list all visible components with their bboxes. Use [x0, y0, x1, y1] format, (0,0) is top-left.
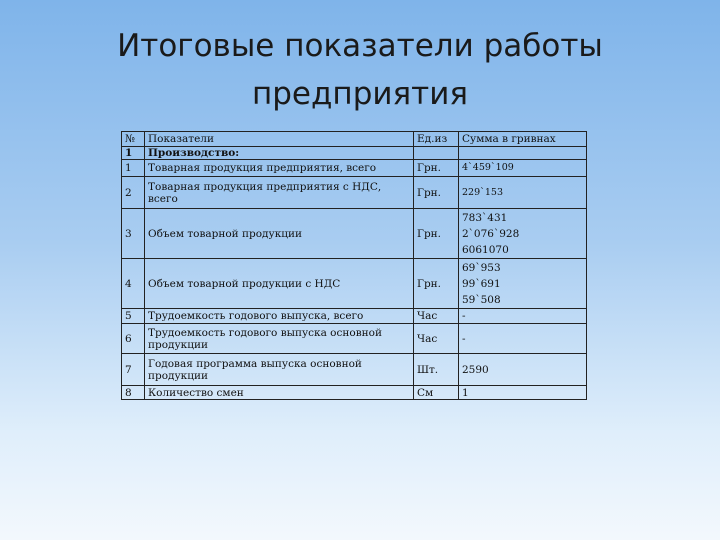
sum-value: 6061070 — [462, 243, 509, 256]
title-line-1: Итоговые показатели работы — [117, 28, 603, 64]
table-row — [122, 309, 587, 324]
table-row — [122, 209, 587, 259]
slide-title — [0, 22, 720, 118]
row-indicator: Объем товарной продукции с НДС — [145, 259, 414, 309]
row-unit: Грн. — [414, 177, 459, 209]
header-indicator: Показатели — [145, 132, 414, 147]
table-row — [122, 147, 587, 160]
row-indicator: Количество смен — [145, 386, 414, 400]
title-line-2: предприятия — [251, 76, 469, 112]
row-sum: 2590 — [459, 354, 587, 386]
row-sum: 1 — [459, 386, 587, 400]
row-unit: Грн. — [414, 160, 459, 177]
row-indicator: Трудоемкость годового выпуска основной продукции — [145, 324, 414, 354]
row-num: 1 — [122, 147, 145, 160]
header-unit: Ед.из — [414, 132, 459, 147]
row-unit: Грн. — [414, 209, 459, 259]
row-sum: - — [459, 324, 587, 354]
row-sum — [459, 259, 587, 309]
row-unit: Час — [414, 309, 459, 324]
row-num: 7 — [122, 354, 145, 386]
row-num: 8 — [122, 386, 145, 400]
table-row — [122, 259, 587, 309]
row-unit: Шт. — [414, 354, 459, 386]
table-header-row — [122, 132, 587, 147]
sum-value: 59`508 — [462, 293, 501, 306]
row-sum: 4`459`109 — [459, 160, 587, 177]
row-num: 2 — [122, 177, 145, 209]
row-num: 6 — [122, 324, 145, 354]
row-indicator: Трудоемкость годового выпуска, всего — [145, 309, 414, 324]
row-num: 1 — [122, 160, 145, 177]
row-unit: Час — [414, 324, 459, 354]
row-indicator: Товарная продукция предприятия, всего — [145, 160, 414, 177]
row-indicator: Годовая программа выпуска основной продукции — [145, 354, 414, 386]
table-row — [122, 324, 587, 354]
row-indicator: Объем товарной продукции — [145, 209, 414, 259]
row-unit: Грн. — [414, 259, 459, 309]
row-num: 4 — [122, 259, 145, 309]
table-row — [122, 386, 587, 400]
indicators-table — [121, 131, 587, 400]
row-unit: См — [414, 386, 459, 400]
header-num: № — [122, 132, 145, 147]
sum-value: 783`431 — [462, 211, 508, 224]
row-unit — [414, 147, 459, 160]
row-sum: - — [459, 309, 587, 324]
row-indicator: Производство: — [145, 147, 414, 160]
row-sum — [459, 147, 587, 160]
row-num: 5 — [122, 309, 145, 324]
table-row — [122, 177, 587, 209]
sum-value: 99`691 — [462, 277, 501, 290]
row-sum — [459, 209, 587, 259]
table-row — [122, 354, 587, 386]
table-row — [122, 160, 587, 177]
sum-value: 69`953 — [462, 261, 501, 274]
header-sum: Сумма в гривнах — [459, 132, 587, 147]
row-sum: 229`153 — [459, 177, 587, 209]
sum-value: 2`076`928 — [462, 227, 520, 240]
row-num: 3 — [122, 209, 145, 259]
row-indicator: Товарная продукция предприятия с НДС, всего — [145, 177, 414, 209]
